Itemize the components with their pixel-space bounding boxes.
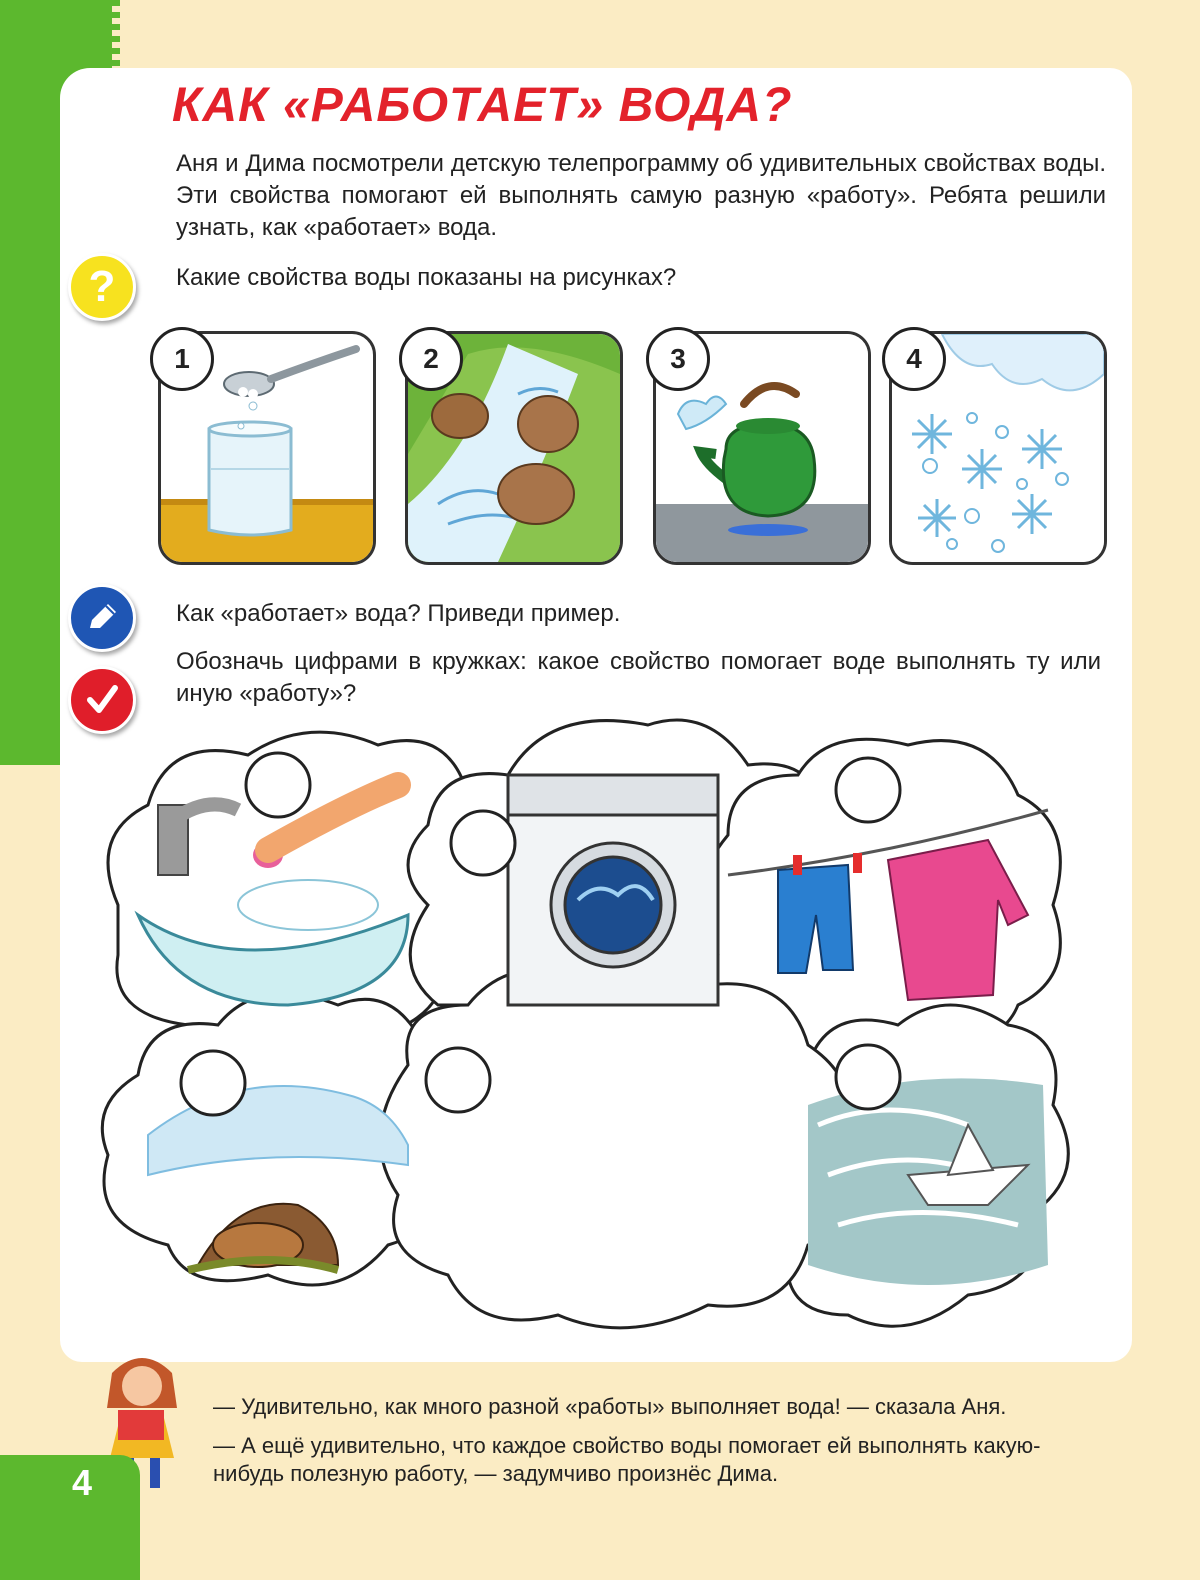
answer-circle-1[interactable] (246, 753, 310, 817)
river-boat-illustration (808, 1078, 1048, 1285)
cloud-empty (380, 962, 852, 1328)
page-title: КАК «РАБОТАЕТ» ВОДА? (172, 79, 793, 132)
answer-circle-2[interactable] (451, 811, 515, 875)
question-example: Как «работает» вода? Приведи пример. (176, 600, 621, 627)
question-mark-icon: ? (88, 262, 116, 311)
answer-circle-3[interactable] (836, 758, 900, 822)
card-number-4: 4 (882, 327, 946, 391)
answer-circle-6[interactable] (836, 1045, 900, 1109)
card-number-1: 1 (150, 327, 214, 391)
question-properties: Какие свойства воды показаны на рисунках? (176, 264, 677, 291)
question-badge (68, 253, 136, 321)
intro-text: Аня и Дима посмотрели детскую телепрограмму об удивительных свойствах воды. Эти свойства помогают ей выполнять самую разную «работу». Ребята решили узнать, как «работает» вода. (176, 150, 1106, 241)
page-number-tab (0, 1455, 140, 1580)
clouds-exercise (88, 705, 1088, 1355)
washing-machine-illustration (508, 775, 718, 1005)
card-number-3: 3 (646, 327, 710, 391)
answer-circle-5[interactable] (426, 1048, 490, 1112)
dialogue-anya: — Удивительно, как много разной «работы» выполняет вода! — сказала Аня. (213, 1394, 1007, 1419)
pencil-badge (68, 584, 136, 652)
dialogue-dima: — А ещё удивительно, что каждое свойство воды помогает ей выполнять какую-нибудь полезную работу, — задумчиво произнёс Дима. (213, 1433, 1041, 1486)
pencil-icon (84, 600, 120, 636)
card-number-2: 2 (399, 327, 463, 391)
page-number: 4 (72, 1462, 93, 1503)
task-mark-numbers: Обозначь цифрами в кружках: какое свойство помогает воде выполнять ту или иную «работу»? (176, 648, 1101, 707)
answer-circle-4[interactable] (181, 1051, 245, 1115)
